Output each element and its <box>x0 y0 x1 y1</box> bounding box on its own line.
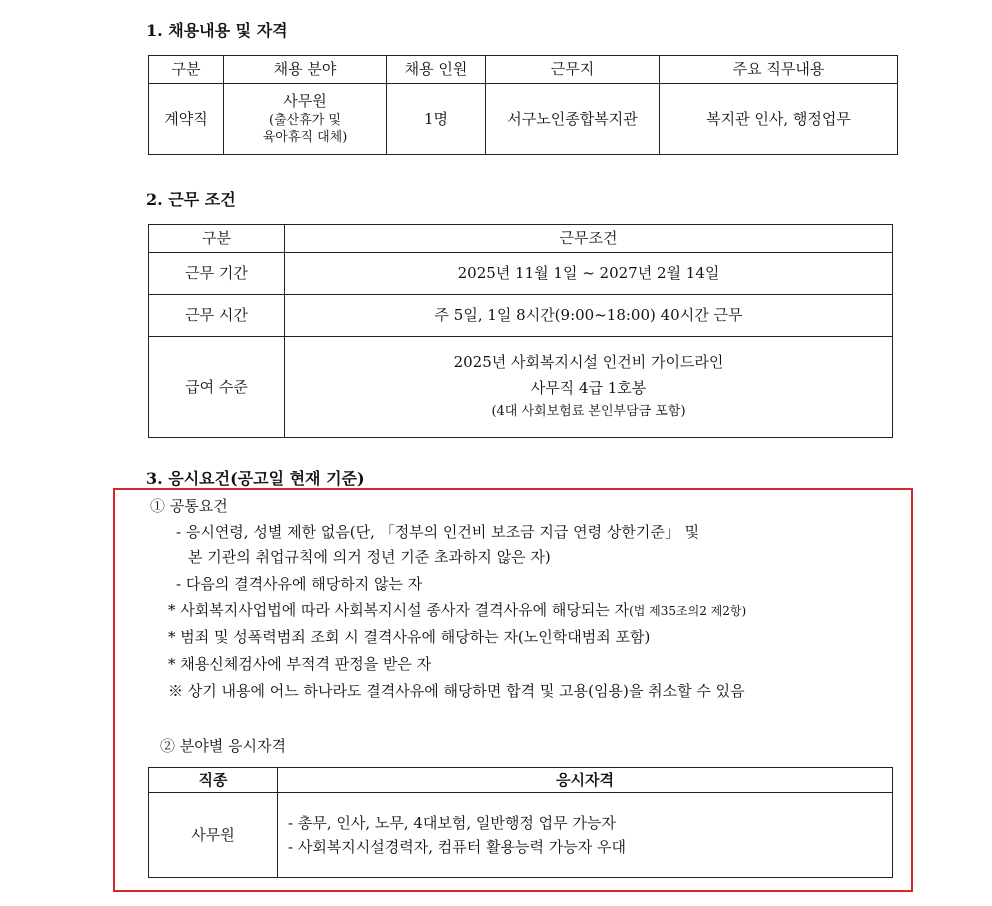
qualification-line: - 총무, 인사, 노무, 4대보험, 일반행정 업무 가능자 <box>288 814 616 832</box>
field-line1: 사무원 <box>283 92 327 111</box>
header-conditions: 근무조건 <box>285 225 893 253</box>
header-workplace: 근무지 <box>486 56 660 84</box>
field-qualifications-title: ② 분야별 응시자격 <box>160 737 286 755</box>
workplace: 서구노인종합복지관 <box>486 84 660 155</box>
requirement-line <box>168 599 746 620</box>
header-job: 직종 <box>149 768 278 793</box>
requirement-line: - 다음의 결격사유에 해당하지 않는 자 <box>176 575 423 593</box>
requirement-main: * 사회복지사업법에 따라 사회복지시설 종사자 결격사유에 해당되는 자 <box>168 601 630 619</box>
table-row <box>149 84 898 155</box>
table-row <box>149 295 893 337</box>
table-header-row <box>149 225 893 253</box>
field-line3: 육아휴직 대체) <box>262 130 348 146</box>
table-row <box>149 337 893 438</box>
requirement-note: (법 제35조의2 제2항) <box>629 604 747 618</box>
period-value: 2025년 11월 1일 ~ 2027년 2월 14일 <box>285 253 893 295</box>
header-count: 채용 인원 <box>387 56 486 84</box>
header-category: 구분 <box>149 56 224 84</box>
employment-type: 계약직 <box>149 84 224 155</box>
pay-label: 급여 수준 <box>149 337 285 438</box>
headcount: 1명 <box>387 84 486 155</box>
requirement-line: * 채용신체검사에 부적격 판정을 받은 자 <box>168 655 432 673</box>
requirement-line: * 범죄 및 성폭력범죄 조회 시 결격사유에 해당하는 자(노인학대범죄 포함) <box>168 628 651 646</box>
section1-heading: 1. 채용내용 및 자격 <box>146 21 288 40</box>
table-row <box>149 793 893 878</box>
hours-value: 주 5일, 1일 8시간(9:00~18:00) 40시간 근무 <box>285 295 893 337</box>
header-qualification: 응시자격 <box>278 768 893 793</box>
requirement-line: - 응시연령, 성별 제한 없음(단, 「정부의 인건비 보조금 지급 연령 상한기준」 및 <box>176 523 700 541</box>
recruitment-table <box>148 55 898 155</box>
qualification-cell <box>278 793 893 878</box>
header-category: 구분 <box>149 225 285 253</box>
job-cell: 사무원 <box>149 793 278 878</box>
section2-heading: 2. 근무 조건 <box>146 190 236 209</box>
header-field: 채용 분야 <box>224 56 387 84</box>
duties: 복지관 인사, 행정업무 <box>660 84 898 155</box>
work-conditions-table <box>148 224 893 438</box>
field-line2: (출산휴가 및 <box>269 112 341 128</box>
pay-line3: (4대 사회보험료 본인부담금 포함) <box>491 404 686 420</box>
common-requirements-title: ① 공통요건 <box>150 497 228 515</box>
requirement-line: 본 기관의 취업규칙에 의거 정년 기준 초과하지 않은 자) <box>188 548 551 566</box>
table-header-row <box>149 768 893 793</box>
qualification-line: - 사회복지시설경력자, 컴퓨터 활용능력 가능자 우대 <box>288 838 626 856</box>
pay-line1: 2025년 사회복지시설 인건비 가이드라인 <box>453 353 724 372</box>
pay-line2: 사무직 4급 1호봉 <box>530 378 647 397</box>
pay-value <box>285 337 893 438</box>
field-cell <box>224 84 387 155</box>
hours-label: 근무 시간 <box>149 295 285 337</box>
table-row <box>149 253 893 295</box>
qualifications-table <box>148 767 893 878</box>
requirement-line: ※ 상기 내용에 어느 하나라도 결격사유에 해당하면 합격 및 고용(임용)을 취소할 수 있음 <box>168 682 745 700</box>
period-label: 근무 기간 <box>149 253 285 295</box>
header-duties: 주요 직무내용 <box>660 56 898 84</box>
table-header-row <box>149 56 898 84</box>
section3-heading: 3. 응시요건(공고일 현재 기준) <box>146 469 365 488</box>
